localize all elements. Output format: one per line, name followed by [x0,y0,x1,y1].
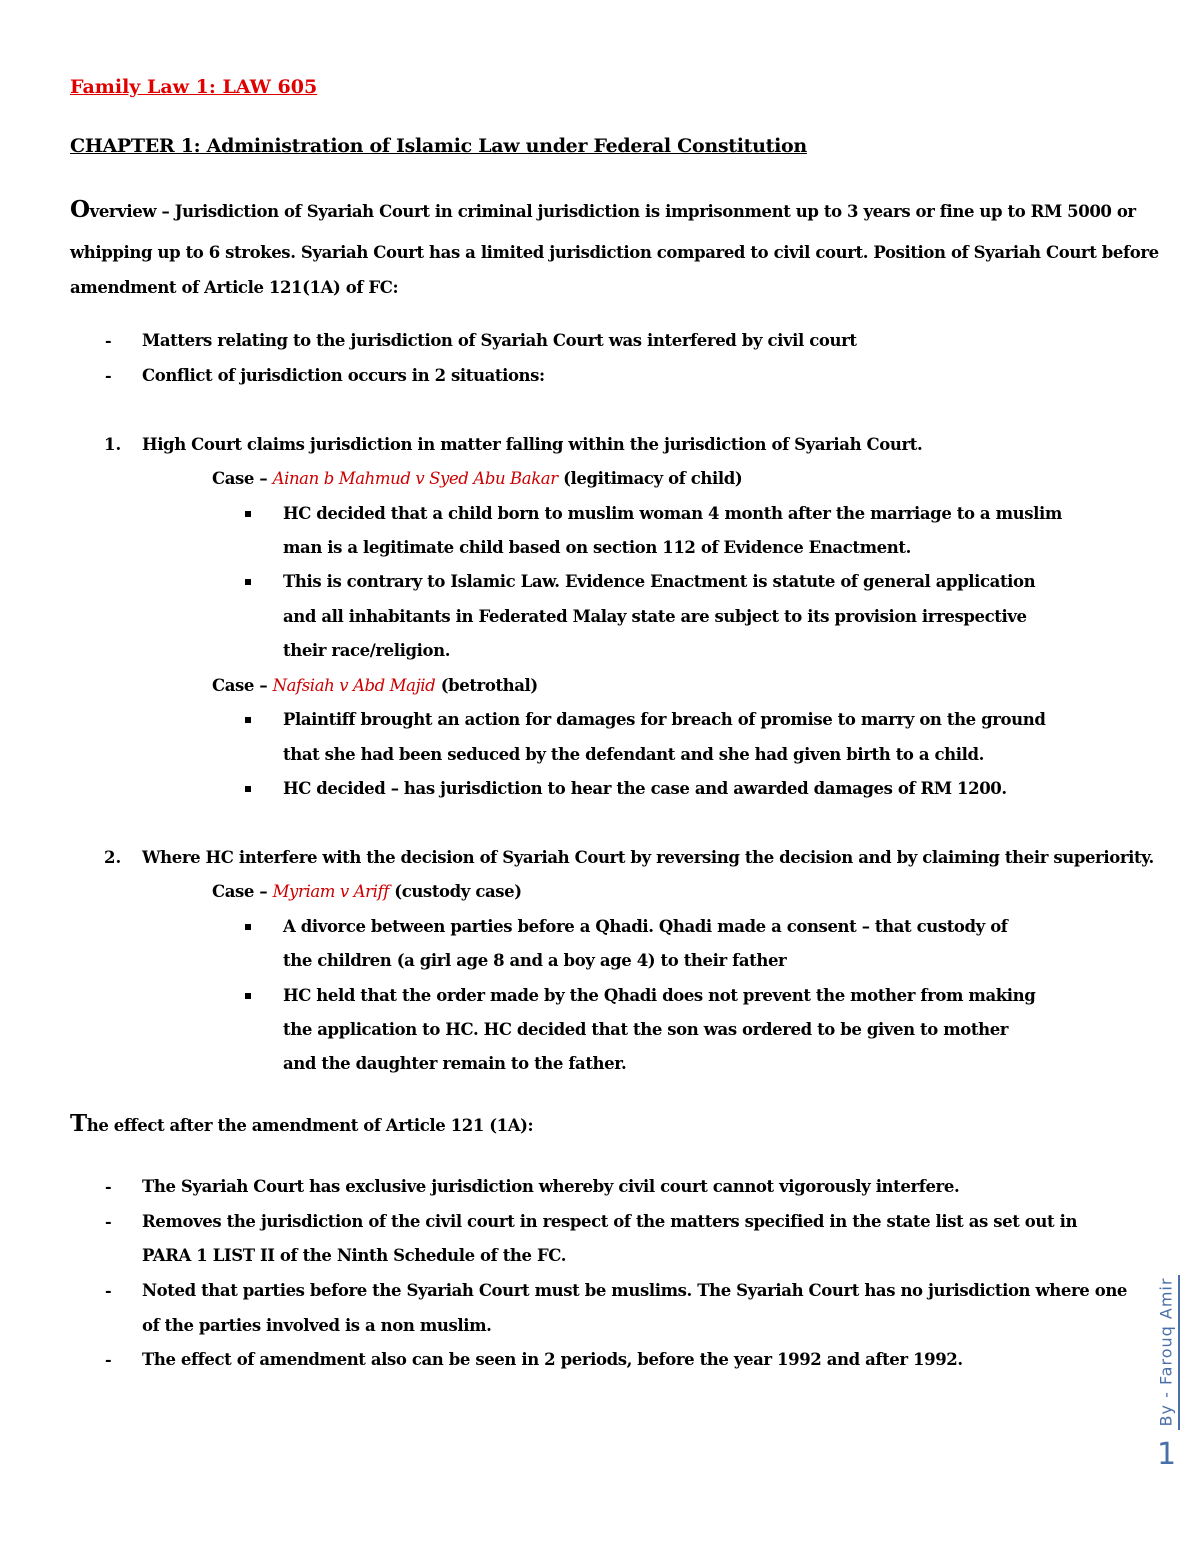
dash-bullet: - [105,1212,112,1231]
case-point: their race/religion. [283,641,451,660]
overview-line-3: amendment of Article 121(1A) of FC: [70,278,399,297]
effect-bullet: Removes the jurisdiction of the civil court in respect of the matters specified in the state list as set out in [142,1212,1078,1231]
document-title: Family Law 1: LAW 605 [70,76,318,98]
case-point: HC decided – has jurisdiction to hear the case and awarded damages of RM 1200. [283,779,1007,798]
case-name: Ainan b Mahmud v Syed Abu Bakar [272,469,558,488]
overview-line-2: whipping up to 6 strokes. Syariah Court has a limited jurisdiction compared to civil court. Position of Syariah Court before [70,243,1159,262]
bullet-before-1: Matters relating to the jurisdiction of Syariah Court was interfered by civil court [142,331,857,350]
case-name: Myriam v Ariff [272,882,389,901]
square-bullet [245,579,251,585]
case-point: Plaintiff brought an action for damages for breach of promise to marry on the ground [283,710,1046,729]
overview-line-1: Overview – Jurisdiction of Syariah Court in criminal jurisdiction is imprisonment up to 3 years or fine up to RM 5000 or [70,196,1136,223]
case-point: and all inhabitants in Federated Malay state are subject to its provision irrespective [283,607,1027,626]
dash-bullet: - [105,1177,112,1196]
case-point: A divorce between parties before a Qhadi. Qhadi made a consent – that custody of [283,917,1008,936]
dash-bullet: - [105,1350,112,1369]
situation-1-text: High Court claims jurisdiction in matter falling within the jurisdiction of Syariah Court. [142,435,923,454]
square-bullet [245,924,251,930]
page-number: 1 [1157,1437,1177,1472]
chapter-heading: CHAPTER 1: Administration of Islamic Law under Federal Constitution [70,135,807,157]
effect-bullet: Noted that parties before the Syariah Court must be muslims. The Syariah Court has no jurisdiction where one [142,1281,1128,1300]
case-point: HC decided that a child born to muslim woman 4 month after the marriage to a muslim [283,504,1062,523]
dash-bullet: - [105,331,112,350]
effect-bullet: The effect of amendment also can be seen in 2 periods, before the year 1992 and after 1992. [142,1350,963,1369]
author-watermark: By - Farouq Amir [1156,1277,1176,1427]
bullet-before-2: Conflict of jurisdiction occurs in 2 situations: [142,366,545,385]
effect-cap: T [70,1110,87,1137]
case-name: Nafsiah v Abd Majid [272,676,436,695]
square-bullet [245,786,251,792]
case-point: and the daughter remain to the father. [283,1054,627,1073]
list-number: 2. [104,848,122,867]
case-point: that she had been seduced by the defendant and she had given birth to a child. [283,745,984,764]
case-point: This is contrary to Islamic Law. Evidence Enactment is statute of general application [283,572,1036,591]
square-bullet [245,717,251,723]
case-line-ainan: Case – Ainan b Mahmud v Syed Abu Bakar (legitimacy of child) [212,469,743,488]
situation-2-text: Where HC interfere with the decision of Syariah Court by reversing the decision and by claiming their superiority. [142,848,1154,867]
case-point: man is a legitimate child based on section 112 of Evidence Enactment. [283,538,911,557]
case-point: the application to HC. HC decided that the son was ordered to be given to mother [283,1020,1009,1039]
effect-bullet: of the parties involved is a non muslim. [142,1316,492,1335]
case-point: the children (a girl age 8 and a boy age 4) to their father [283,951,787,970]
case-line-nafsiah: Case – Nafsiah v Abd Majid (betrothal) [212,676,538,695]
case-point: HC held that the order made by the Qhadi does not prevent the mother from making [283,986,1036,1005]
overview-cap: O [70,196,90,223]
effect-bullet: PARA 1 LIST II of the Ninth Schedule of the FC. [142,1246,567,1265]
effect-bullet: The Syariah Court has exclusive jurisdiction whereby civil court cannot vigorously interfere. [142,1177,960,1196]
dash-bullet: - [105,366,112,385]
square-bullet [245,993,251,999]
list-number: 1. [104,435,122,454]
effect-heading: The effect after the amendment of Article 121 (1A): [70,1110,534,1137]
dash-bullet: - [105,1281,112,1300]
case-line-myriam: Case – Myriam v Ariff (custody case) [212,882,522,901]
square-bullet [245,511,251,517]
